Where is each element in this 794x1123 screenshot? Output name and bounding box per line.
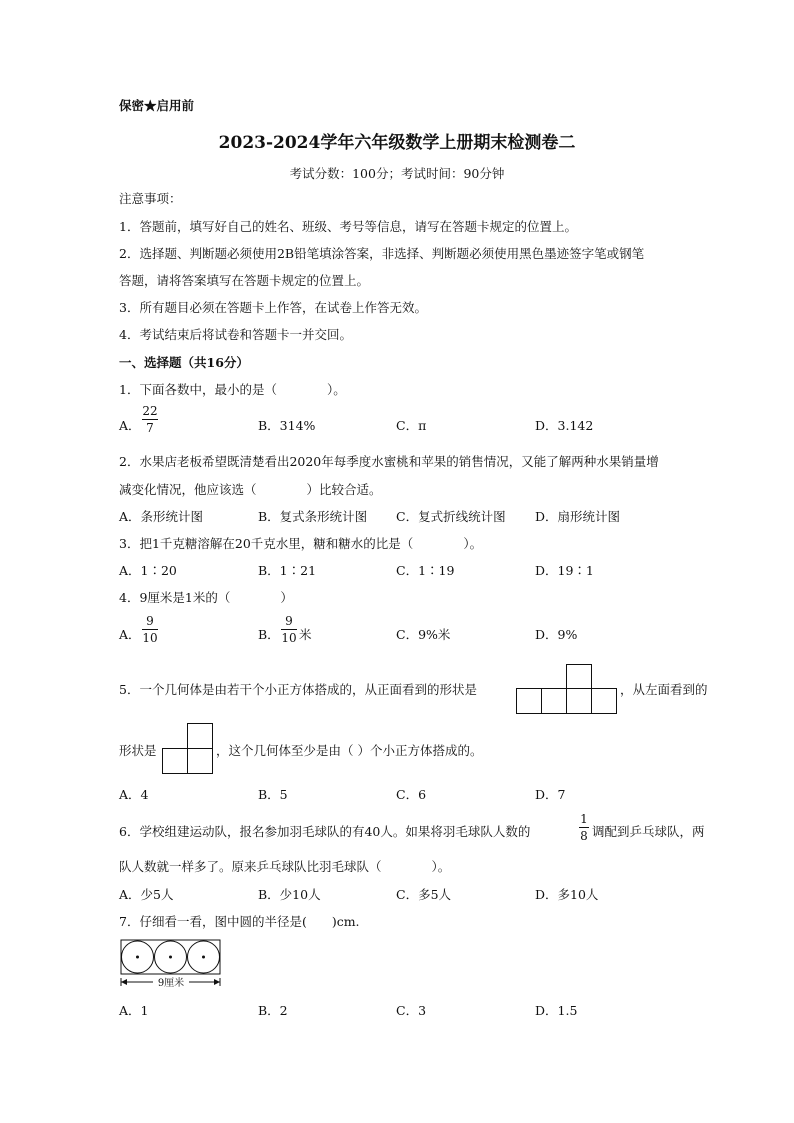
fraction-denominator: 8: [580, 829, 588, 843]
front-view-cell: [541, 688, 567, 714]
note-item: 答题，请将答案填写在答题卡规定的位置上。: [119, 273, 370, 288]
q2-option-d: D．扇形统计图: [535, 509, 621, 524]
left-view-cell: [162, 748, 188, 774]
question-3-stem: 3．把1千克糖溶解在20千克水里，糖和糖水的比是（ ）。: [119, 536, 483, 551]
q7-option-c: C．3: [396, 1003, 427, 1018]
q3-option-d: D．19∶1: [535, 563, 594, 578]
q6-option-a: A．少5人: [119, 887, 174, 902]
fraction-numerator: 22: [142, 404, 158, 418]
q5-option-d: D．7: [535, 787, 566, 802]
left-view-cell: [187, 748, 213, 774]
note-item: 1．答题前，填写好自己的姓名、班级、考号等信息，请写在答题卡规定的位置上。: [119, 219, 577, 234]
q7-option-b: B．2: [258, 1003, 288, 1018]
dimension-label: 9厘米: [157, 978, 185, 989]
q1-option-d: D．3.142: [535, 418, 594, 433]
fraction-numerator: 1: [580, 812, 588, 826]
fraction-numerator: 9: [285, 614, 293, 628]
q3-option-c: C．1∶19: [396, 563, 455, 578]
q7-option-d: D．1.5: [535, 1003, 578, 1018]
q5-option-b: B．5: [258, 787, 288, 802]
question-7-stem: 7．仔细看一看，图中圆的半径是( )cm.: [119, 914, 360, 929]
front-view-cell: [591, 688, 617, 714]
q5-option-a: A．4: [119, 787, 149, 802]
question-2-stem: 2．水果店老板希望既清楚看出2020年每季度水蜜桃和苹果的销售情况，又能了解两种水果销量增: [119, 454, 659, 469]
q2-option-a: A．条形统计图: [119, 509, 204, 524]
confidential-mark: 保密★启用前: [119, 98, 195, 113]
notes-heading: 注意事项：: [119, 191, 182, 206]
question-6-stem: 6．学校组建运动队，报名参加羽毛球队的有40人。如果将羽毛球队人数的: [119, 824, 531, 839]
q2-option-c: C．复式折线统计图: [396, 509, 506, 524]
q1-option-a-label: A．: [119, 418, 141, 433]
circle-center-dot: [202, 956, 205, 959]
q2-option-b: B．复式条形统计图: [258, 509, 368, 524]
q4-option-d: D．9%: [535, 627, 578, 642]
question-1-stem: 1．下面各数中，最小的是（ ）。: [119, 382, 346, 397]
fraction-denominator: 10: [281, 631, 297, 645]
question-5-stem-cont: 形状是: [119, 743, 157, 758]
fraction-bar: [142, 629, 158, 630]
section-heading: 一、选择题（共16分）: [119, 355, 249, 370]
three-circles-figure: [117, 938, 225, 990]
fraction-bar: [579, 827, 589, 828]
arrow-left-icon: [121, 979, 127, 985]
question-5-stem-tail: ，从左面看到的: [620, 682, 708, 697]
q4-option-b-unit: 米: [299, 627, 312, 642]
question-6-stem-tail: 调配到乒乓球队，两: [592, 824, 705, 839]
q1-option-a-fraction: [142, 404, 158, 435]
q6-option-c: C．多5人: [396, 887, 452, 902]
front-view-cell: [566, 664, 592, 689]
q4-option-b-label: B．: [258, 627, 280, 642]
question-4-stem: 4．9厘米是1米的（ ）: [119, 590, 293, 605]
fraction-bar: [281, 629, 297, 630]
q1-option-b: B．314%: [258, 418, 316, 433]
left-view-cell: [187, 723, 213, 749]
q6-fraction: [579, 812, 589, 843]
page-title: 2023-2024学年六年级数学上册期末检测卷二: [218, 133, 576, 153]
q4-option-a-label: A．: [119, 627, 141, 642]
fraction-denominator: 10: [142, 631, 158, 645]
q4-option-c: C．9%米: [396, 627, 451, 642]
note-item: 3．所有题目必须在答题卡上作答，在试卷上作答无效。: [119, 300, 427, 315]
front-view-cell: [516, 688, 542, 714]
circle-center-dot: [169, 956, 172, 959]
fraction-denominator: 7: [146, 421, 154, 435]
note-item: 4．考试结束后将试卷和答题卡一并交回。: [119, 327, 352, 342]
question-6-stem-cont: 队人数就一样多了。原来乒乓球队比羽毛球队（ ）。: [119, 859, 451, 874]
q1-option-c: C．π: [396, 418, 427, 433]
q3-option-b: B．1∶21: [258, 563, 317, 578]
question-5-stem: 5．一个几何体是由若干个小正方体搭成的，从正面看到的形状是: [119, 682, 477, 697]
question-5-stem-end: ，这个几何体至少是由（ ）个小正方体搭成的。: [216, 743, 483, 758]
q6-option-d: D．多10人: [535, 887, 599, 902]
q4-option-a-fraction: [142, 614, 158, 645]
note-item: 2．选择题、判断题必须使用2B铅笔填涂答案，非选择、判断题必须使用黑色墨迹签字笔或钢笔: [119, 246, 645, 261]
fraction-bar: [142, 419, 158, 420]
front-view-cell: [566, 688, 592, 714]
q6-option-b: B．少10人: [258, 887, 321, 902]
question-2-stem-cont: 减变化情况，他应该选（ ）比较合适。: [119, 482, 382, 497]
q3-option-a: A．1∶20: [119, 563, 177, 578]
fraction-numerator: 9: [146, 614, 154, 628]
q4-option-b-fraction: [281, 614, 297, 645]
q7-option-a: A．1: [119, 1003, 149, 1018]
circle-center-dot: [136, 956, 139, 959]
exam-info: 考试分数：100分；考试时间：90分钟: [289, 166, 505, 181]
arrow-right-icon: [214, 979, 220, 985]
q5-option-c: C．6: [396, 787, 427, 802]
